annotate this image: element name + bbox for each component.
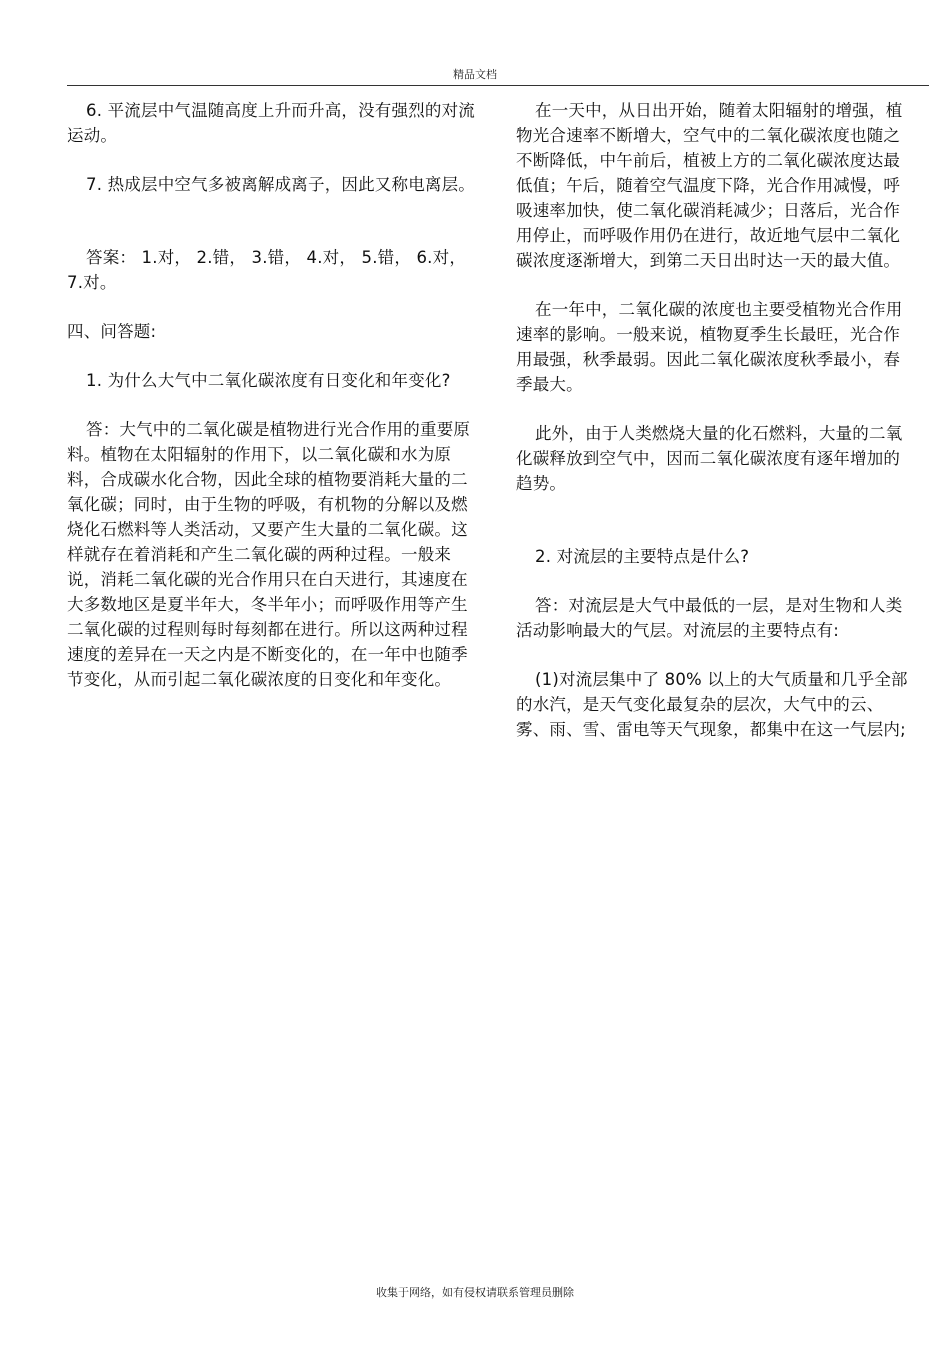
page-header: 精品文档 bbox=[453, 68, 497, 81]
question-1: 1. 为什么大气中二氧化碳浓度有日变化和年变化? bbox=[86, 371, 451, 390]
page-footer: 收集于网络，如有侵权请联系管理员删除 bbox=[376, 1286, 574, 1299]
answer-1: 答：大气中的二氧化碳是植物进行光合作用的重要原料。植物在太阳辐射的作用下，以二氧化碳和水为原料，合成碳水化合物，因此全球的植物要消耗大量的二氧化碳；同时，由于生物的呼吸，有机物的分解以及燃烧化石燃料等人类活动，又要产生大量的二氧化碳。这样就存在着消耗和产生二氧化碳的两种过程。一般来说，消耗二氧化碳的光合作用只在白天进行，其速度在大多数地区是夏半年大，冬半年小；而呼吸作用等产生二氧化碳的过程则每时每刻都在进行。所以这两种过程速度的差异在一天之内是不断变化的，在一年中也随季节变化，从而引起二氧化碳浓度的日变化和年变化。 bbox=[67, 420, 471, 689]
answer-1-trend-paragraph: 此外，由于人类燃烧大量的化石燃料，大量的二氧化碳释放到空气中，因而二氧化碳浓度有逐年增加的趋势。 bbox=[516, 424, 903, 493]
true-false-item-7: 7. 热成层中空气多被离解成离子，因此又称电离层。 bbox=[86, 175, 475, 194]
answer-key: 答案： 1.对， 2.错， 3.错， 4.对， 5.错， 6.对， 7.对。 bbox=[67, 248, 467, 292]
answer-1-daily-paragraph: 在一天中，从日出开始，随着太阳辐射的增强，植物光合速率不断增大，空气中的二氧化碳浓度也随之不断降低，中午前后，植被上方的二氧化碳浓度达最低值；午后，随着空气温度下降，光合作用减慢，呼吸速率加快，使二氧化碳消耗减少；日落后，光合作用停止，而呼吸作用仍在进行，故近地气层中二氧化碳浓度逐渐增大，到第二天日出时达一天的最大值。 bbox=[516, 101, 903, 270]
answer-2: 答：对流层是大气中最低的一层，是对生物和人类活动影响最大的气层。对流层的主要特点有: bbox=[516, 596, 903, 640]
right-column bbox=[516, 86, 914, 742]
true-false-item-6: 6. 平流层中气温随高度上升而升高，没有强烈的对流运动。 bbox=[67, 101, 475, 145]
question-2: 2. 对流层的主要特点是什么? bbox=[535, 547, 750, 566]
left-column bbox=[67, 86, 477, 692]
answer-2-point-1: (1)对流层集中了 80% 以上的大气质量和几乎全部的水汽，是天气变化最复杂的层次，大气中的云、雾、雨、雪、雷电等天气现象，都集中在这一气层内; bbox=[516, 670, 908, 739]
answer-1-yearly-paragraph: 在一年中，二氧化碳的浓度也主要受植物光合作用速率的影响。一般来说，植物夏季生长最旺，光合作用最强，秋季最弱。因此二氧化碳浓度秋季最小，春季最大。 bbox=[516, 300, 903, 394]
section-heading: 四、问答题: bbox=[67, 322, 157, 341]
